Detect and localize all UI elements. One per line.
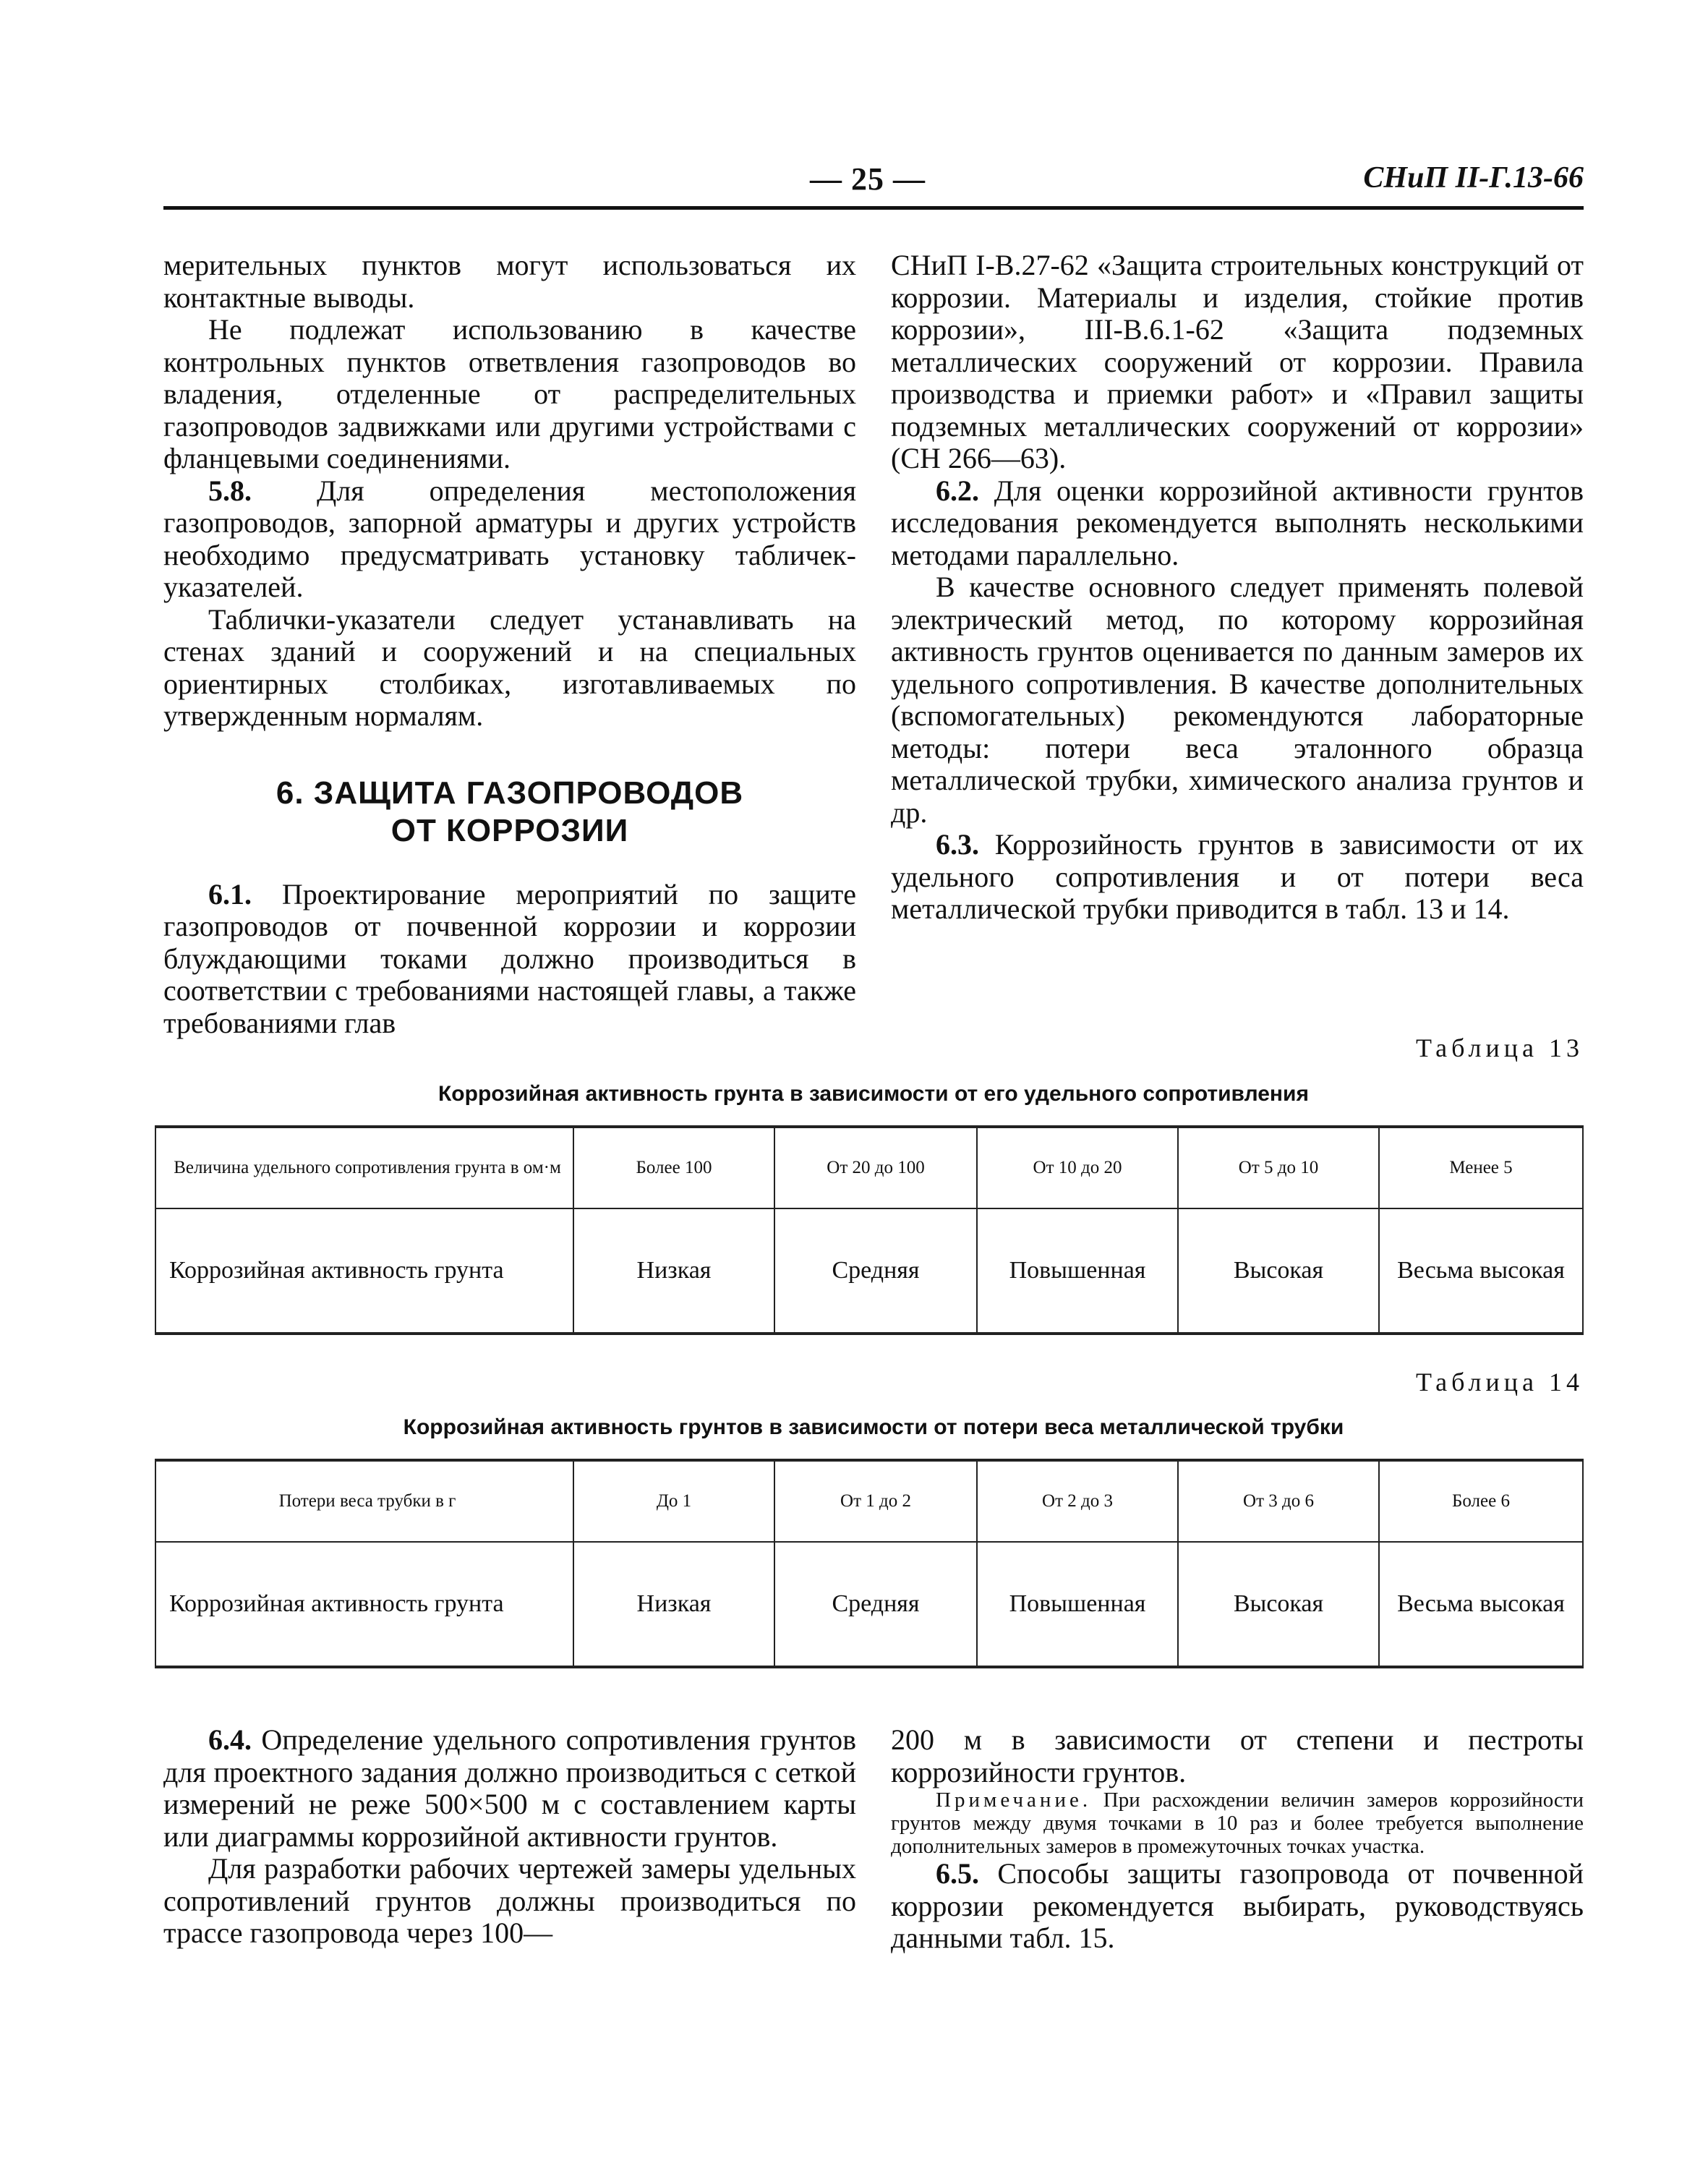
table13-caption: Таблица 13 [1416,1033,1584,1062]
right-column [891,250,1584,926]
paragraph: СНиП I-В.27-62 «Защита строительных конструкций от коррозии. Материалы и изделия, стойкие против коррозии», III-В.6.1-62 «Защита подземных металлических сооружений от коррозии. Правила производства и приемки работ» и «Правил защиты подземных металлических сооружений от коррозии» (СН 266—63). [891,249,1584,474]
table-header-cell: От 5 до 10 [1178,1127,1379,1208]
paragraph: Таблички-указатели следует устанавливать на стенах зданий и сооружений и на специальных ориентирных столбиках, изготавливаемых по утвержденным нормалям. [163,602,856,732]
table-header-cell: От 20 до 100 [774,1127,977,1208]
bottom-left-column [163,1724,856,1950]
table-cell: Низкая [573,1208,774,1334]
table-cell: Повышенная [977,1542,1178,1667]
clause-number: 6.4. [208,1723,252,1756]
table-header-cell: Более 100 [573,1127,774,1208]
clause-text: Для определения местоположения газопроводов, запорной арматуры и других устройств необходимо предусматривать установку табличек-указателей. [163,474,856,603]
note-text: При расхождении величин замеров коррозийности грунтов между двумя точками в 10 раз и более требуется выполнение дополнительных замеров в промежуточных точках участка. [891,1788,1584,1858]
table13-title: Коррозийная активность грунта в зависимости от его удельного сопротивления [438,1082,1309,1106]
table-header-cell: Величина удельного сопротивления грунта в ом·м [155,1127,573,1208]
bottom-right-column [891,1724,1584,1955]
paragraph-6-4 [163,1724,856,1853]
table-header-cell: От 10 до 20 [977,1127,1178,1208]
table-cell: Повышенная [977,1208,1178,1334]
clause-number: 5.8. [208,474,252,507]
note-label: Примечание. [936,1788,1092,1812]
table14 [155,1459,1584,1668]
left-column [163,250,856,1039]
clause-number: 6.2. [936,474,979,507]
table-cell: Средняя [774,1208,977,1334]
section-heading-line: ОТ КОРРОЗИИ [390,812,629,848]
paragraph-6-3 [891,829,1584,926]
table-header-row [155,1127,1583,1208]
paragraph: 200 м в зависимости от степени и пестроты коррозийности грунтов. [891,1723,1584,1788]
table-cell: Коррозийная активность грунта [155,1542,573,1667]
table-row [155,1208,1583,1334]
clause-text: Коррозийность грунтов в зависимости от их удельного сопротивления и от потери веса металлической трубки приводится в табл. 13 и 14. [891,828,1584,925]
paragraph: Для разработки рабочих чертежей замеры удельных сопротивлений грунтов должны производиться по трассе газопровода через 100— [163,1852,856,1949]
table-header-cell: До 1 [573,1460,774,1542]
paragraph-6-2 [891,475,1584,572]
paragraph: мерительных пунктов могут использоваться их контактные выводы. [163,249,856,314]
table-cell: Весьма высокая [1379,1208,1583,1334]
table-header-cell: Потери веса трубки в г [155,1460,573,1542]
paragraph-6-5 [891,1858,1584,1955]
section-heading [163,775,856,850]
table-cell: Низкая [573,1542,774,1667]
paragraph-6-1 [163,879,856,1040]
clause-text: Определение удельного сопротивления грунтов для проектного задания должно производиться с сеткой измерений не реже 500×500 м с составлением карты или диаграммы коррозийной активности грунтов. [163,1723,856,1853]
table-header-row [155,1460,1583,1542]
table-row [155,1542,1583,1667]
page-number: — 25 — [810,161,926,197]
document-code: СНиП II-Г.13-66 [1363,161,1584,195]
table-cell: Высокая [1178,1542,1379,1667]
clause-text: Способы защиты газопровода от почвенной коррозии рекомендуется выбирать, руководствуясь данными табл. 15. [891,1857,1584,1954]
table-header-cell: От 2 до 3 [977,1460,1178,1542]
header-rule [163,206,1584,210]
clause-text: Проектирование мероприятий по защите газопроводов от почвенной коррозии и коррозии блуждающими токами должно производиться в соответствии с требованиями настоящей главы, а также требованиями глав [163,877,856,1039]
table-cell: Весьма высокая [1379,1542,1583,1667]
clause-number: 6.1. [208,877,252,911]
table14-title: Коррозийная активность грунтов в зависимости от потери веса металлической трубки [403,1415,1344,1439]
clause-number: 6.5. [936,1857,979,1890]
table13 [155,1125,1584,1335]
paragraph: В качестве основного следует применять полевой электрический метод, по которому коррозийная активность грунтов оценивается по данным замеров их удельного сопротивления. В качестве дополнительных (вспомогательных) рекомендуются лабораторные методы: потери веса эталонного образца металлической трубки, химического анализа грунтов и др. [891,571,1584,829]
table-header-cell: Более 6 [1379,1460,1583,1542]
paragraph: Не подлежат использованию в качестве контрольных пунктов ответвления газопроводов во владения, отделенные от распределительных газопроводов задвижками или другими устройствами с фланцевыми соединениями. [163,313,856,474]
table-header-cell: Менее 5 [1379,1127,1583,1208]
section-heading-line: 6. ЗАЩИТА ГАЗОПРОВОДОВ [276,775,744,811]
paragraph-5-8 [163,475,856,604]
table-cell: Коррозийная активность грунта [155,1208,573,1334]
table-cell: Высокая [1178,1208,1379,1334]
note [891,1788,1584,1858]
clause-text: Для оценки коррозийной активности грунтов исследования рекомендуется выполнять несколькими методами параллельно. [891,474,1584,571]
clause-number: 6.3. [936,828,979,861]
table-cell: Средняя [774,1542,977,1667]
table14-caption: Таблица 14 [1416,1368,1584,1396]
table-header-cell: От 1 до 2 [774,1460,977,1542]
table-header-cell: От 3 до 6 [1178,1460,1379,1542]
